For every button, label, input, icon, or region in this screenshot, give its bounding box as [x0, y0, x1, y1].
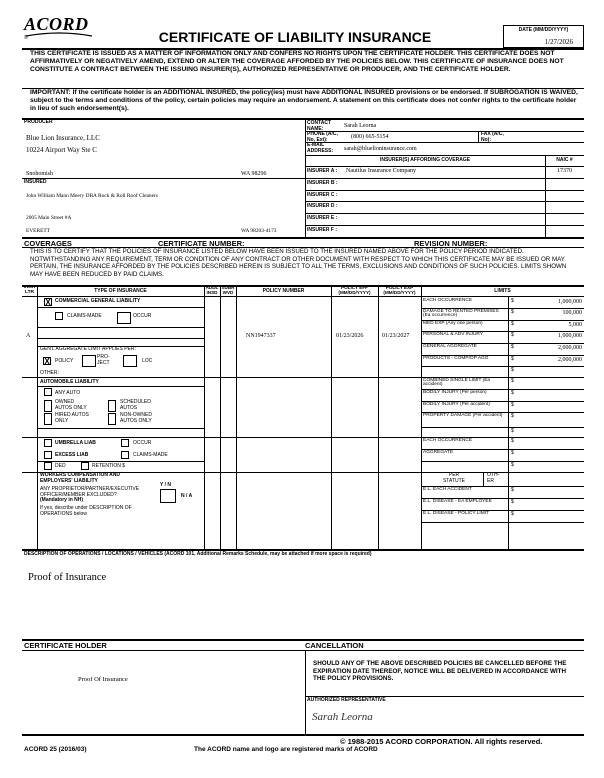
- th-subr: SUBR WVD: [221, 285, 235, 295]
- coverages-label: COVERAGES: [24, 239, 72, 248]
- phone-label: PHONE (A/C, No, Ext):: [307, 131, 338, 143]
- insurer-label: INSURER E :: [307, 215, 338, 222]
- certificate-holder-text: Proof Of Insurance: [78, 676, 128, 683]
- dollar-sign: $: [511, 356, 514, 362]
- claims-made-checkbox[interactable]: [55, 312, 63, 320]
- insured-address: 2005 Main Street #A: [26, 215, 72, 221]
- insurer-naic: 17370: [557, 168, 572, 174]
- insurer-label: INSURER C :: [307, 191, 338, 198]
- workers-describe: If yes, describe under DESCRIPTION OF OPERATIONS below: [40, 505, 132, 517]
- hired-autos-checkbox[interactable]: [44, 413, 52, 425]
- insured-label: INSURED: [24, 179, 47, 185]
- umbrella-claims-made-checkbox[interactable]: [121, 451, 129, 459]
- excess-label: EXCESS LIAB: [55, 452, 89, 458]
- dollar-sign: $: [511, 321, 514, 327]
- project-checkbox[interactable]: [82, 355, 96, 367]
- policy-label: POLICY: [55, 358, 74, 364]
- acord-logo: ACORD ®: [24, 14, 94, 40]
- th-type: TYPE OF INSURANCE: [94, 288, 147, 294]
- umbrella-occur-checkbox[interactable]: [121, 439, 129, 447]
- limit-label: E.L. DISEASE - POLICY LIMIT: [423, 510, 490, 516]
- limit-label: BODILY INJURY (Per accident): [423, 401, 490, 407]
- copyright: © 1988-2015 ACORD CORPORATION. All rights reserved.: [340, 737, 543, 746]
- limit-label: PERSONAL & ADV INJURY: [423, 331, 483, 337]
- notice-1: THIS CERTIFICATE IS ISSUED AS A MATTER OF INFORMATION ONLY AND CONFERS NO RIGHTS UPON THE CERTIFICATE HOLDER. THIS CERTIFICATE DOES NOT AFFIRMATIVELY OR NEGATIVELY AMEND, EXTEND OR ALTER THE COVERAGE AFFORDED BY THE POLICIES BELOW. THIS CERTIFICATE OF INSURANCE DOES NOT CONSTITUTE A CONTRACT BETWEEN THE ISSUING INSURER(S), AUTHORIZED REPRESENTATIVE OR PRODUCER, AND THE CERTIFICATE HOLDER.: [30, 50, 564, 74]
- producer-city: Snohomish: [26, 171, 54, 177]
- producer-label: PRODUCER: [24, 119, 53, 125]
- dollar-sign: $: [511, 402, 514, 408]
- dollar-sign: $: [511, 511, 514, 517]
- producer-address: 10224 Airport Way Ste C: [26, 146, 97, 154]
- owned-autos-label: OWNED AUTOS ONLY: [55, 399, 87, 411]
- logo-swoosh-icon: [24, 32, 94, 40]
- workers-yn-label: Y / N: [160, 482, 172, 488]
- limit-label: MED EXP (Any one person): [423, 320, 483, 326]
- form-id: ACORD 25 (2016/03): [24, 746, 87, 753]
- insurer-label: INSURER B :: [307, 179, 338, 186]
- limit-value: 2,000,000: [558, 344, 582, 351]
- scheduled-autos-label: SCHEDULED AUTOS: [120, 399, 151, 411]
- limit-label: E.L. DISEASE - EA EMPLOYEE: [423, 498, 492, 504]
- signature: Sarah Leorna: [312, 711, 373, 723]
- workers-exclusion-box[interactable]: [160, 489, 176, 503]
- page-title: CERTIFICATE OF LIABILITY INSURANCE: [158, 29, 432, 45]
- excess-checkbox[interactable]: [44, 451, 52, 459]
- limit-label: GENERAL AGGREGATE: [423, 343, 477, 349]
- insured-city: EVERETT: [26, 228, 50, 234]
- phone-value: (800) 665-5154: [351, 134, 389, 140]
- loc-checkbox[interactable]: [123, 355, 137, 367]
- limit-value: 100,000: [562, 309, 582, 316]
- dollar-sign: $: [511, 344, 514, 350]
- th-eff: POLICY EFF (MM/DD/YYYY): [338, 285, 371, 295]
- owned-autos-checkbox[interactable]: [44, 400, 52, 412]
- insurer-label: INSURER A :: [307, 168, 338, 174]
- certificate-holder-label: CERTIFICATE HOLDER: [24, 641, 107, 650]
- description-label: DESCRIPTION OF OPERATIONS / LOCATIONS / VEHICLES (ACORD 101, Additional Remarks Schedule, may be attached if more space is required): [24, 551, 372, 557]
- per-statute-label: PER STATUTE: [442, 472, 466, 484]
- scheduled-autos-checkbox[interactable]: [108, 400, 116, 412]
- limit-label: EACH OCCURRENCE: [423, 297, 473, 303]
- retention-label: RETENTION $: [92, 463, 126, 469]
- trademark: The ACORD name and logo are registered marks of ACORD: [194, 746, 378, 753]
- limit-value: 1,000,000: [558, 332, 582, 339]
- workers-mandatory: (Mandatory in NH): [40, 497, 84, 503]
- cgl-label: COMMERCIAL GENERAL LIABILITY: [55, 298, 141, 304]
- th-insr-ltr: INSR LTR: [23, 285, 36, 295]
- loc-label: LOC: [142, 358, 153, 364]
- ded-label: DED: [55, 463, 66, 469]
- cgl-exp-date: 01/23/2027: [382, 333, 410, 339]
- claims-made-label: CLAIMS-MADE: [67, 313, 102, 319]
- cgl-policy-number: NN1947337: [246, 333, 276, 339]
- dollar-sign: $: [511, 332, 514, 338]
- revision-number-label: REVISION NUMBER:: [414, 239, 488, 248]
- hired-autos-label: HIRED AUTOS ONLY: [55, 412, 89, 424]
- producer-state-zip: WA 98296: [241, 171, 267, 177]
- dollar-sign: $: [511, 462, 514, 468]
- coverage-notice: THIS IS TO CERTIFY THAT THE POLICIES OF INSURANCE LISTED BELOW HAVE BEEN ISSUED TO THE INSURED NAMED ABOVE FOR THE POLICY PERIOD INDICATED. NOTWITHSTANDING ANY REQUIREMENT, TERM OR CONDITION OF ANY CONTRACT OR OTHER DOCUMENT WITH RESPECT TO WHICH THIS CERTIFICATE MAY BE ISSUED OR MAY PERTAIN, THE INSURANCE AFFORDED BY THE POLICIES DESCRIBED HEREIN IS SUBJECT TO ALL THE TERMS, EXCLUSIONS AND CONDITIONS OF SUCH POLICIES. LIMITS SHOWN MAY HAVE BEEN REDUCED BY PAID CLAIMS.: [30, 248, 567, 278]
- cgl-checkbox[interactable]: X: [45, 298, 51, 307]
- limit-value: 1,000,000: [558, 298, 582, 305]
- other-label: OTHER:: [40, 370, 59, 376]
- occur-label: OCCUR: [133, 313, 152, 319]
- insured-state-zip: WA 98203-4173: [241, 228, 277, 234]
- th-limits: LIMITS: [494, 288, 511, 294]
- insurer-label: INSURER D :: [307, 203, 338, 210]
- limit-value: 2,000,000: [558, 356, 582, 363]
- date-box: [503, 25, 584, 48]
- acord-logo-text: ACORD: [24, 14, 89, 34]
- other-statute-label: OTH- ER: [487, 472, 500, 484]
- limit-label: BODILY INJURY (Per person): [423, 389, 487, 395]
- umbrella-occur-label: OCCUR: [133, 440, 152, 446]
- dollar-sign: $: [511, 413, 514, 419]
- fax-label: FAX (A/C, No):: [481, 131, 504, 143]
- email-label: E-MAIL ADDRESS:: [307, 142, 334, 154]
- contact-name: Sarah Leorna: [344, 123, 377, 129]
- insurer-name: Nautilus Insurance Company: [346, 168, 416, 174]
- dollar-sign: $: [511, 367, 514, 373]
- insurers-header: INSURER(S) AFFORDING COVERAGE: [379, 157, 471, 163]
- cgl-insr-ltr: A: [26, 333, 31, 339]
- workers-na: N / A: [181, 493, 193, 499]
- occur-checkbox[interactable]: [117, 312, 131, 324]
- ded-checkbox[interactable]: [44, 462, 52, 470]
- cancellation-label: CANCELLATION: [305, 641, 364, 650]
- naic-label: NAIC #: [556, 157, 573, 163]
- non-owned-autos-checkbox[interactable]: [108, 413, 116, 425]
- limit-label: DAMAGE TO RENTED PREMISES (Ea occurrence): [423, 308, 499, 319]
- th-policy-number: POLICY NUMBER: [262, 288, 305, 294]
- policy-checkbox[interactable]: X: [44, 357, 50, 366]
- email-value: sarah@bluelioninsurance.com: [344, 146, 417, 152]
- dollar-sign: $: [511, 378, 514, 384]
- any-auto-checkbox[interactable]: [44, 388, 52, 396]
- retention-checkbox[interactable]: [81, 462, 89, 470]
- cgl-eff-date: 01/23/2026: [336, 333, 364, 339]
- producer-name: Blue Lion Insurance, LLC: [26, 134, 100, 142]
- cancellation-text: SHOULD ANY OF THE ABOVE DESCRIBED POLICIES BE CANCELLED BEFORE THE EXPIRATION DATE THEREOF, NOTICE WILL BE DELIVERED IN ACCORDANCE WITH THE POLICY PROVISIONS.: [313, 660, 567, 683]
- date-value: 1/27/2026: [544, 37, 573, 46]
- dollar-sign: $: [511, 428, 514, 434]
- dollar-sign: $: [511, 499, 514, 505]
- auto-label: AUTOMOBILE LIABILITY: [40, 379, 99, 385]
- limit-label: E.L. EACH ACCIDENT: [423, 486, 472, 492]
- limit-label: EACH OCCURRENCE: [423, 437, 473, 443]
- th-addl: ADDL INSD: [205, 285, 219, 295]
- workers-any-proprietor: ANY PROPRIETOR/PARTNER/EXECUTIVE OFFICER/MEMBER EXCLUDED?: [40, 486, 140, 498]
- limit-label: COMBINED SINGLE LIMIT (Ea accident): [423, 377, 491, 388]
- limit-label: PROPERTY DAMAGE (Per accident): [423, 412, 503, 418]
- authorized-rep-label: AUTHORIZED REPRESENTATIVE: [307, 697, 386, 703]
- insured-name: John William Mann Meery DBA Rock & Roll Roof Cleaners: [26, 193, 158, 199]
- umbrella-label: UMBRELLA LIAB: [55, 440, 96, 446]
- gen-agg-label: GEN'L AGGREGATE LIMIT APPLIES PER:: [40, 346, 136, 352]
- limit-label: PRODUCTS - COMP/OP AGG: [423, 355, 489, 361]
- dollar-sign: $: [511, 298, 514, 304]
- description-text: Proof of Insurance: [28, 572, 107, 583]
- umbrella-claims-made-label: CLAIMS-MADE: [133, 452, 168, 458]
- dollar-sign: $: [511, 309, 514, 315]
- limit-value: 5,000: [568, 321, 582, 328]
- non-owned-autos-label: NON-OWNED AUTOS ONLY: [120, 412, 152, 424]
- dollar-sign: $: [511, 438, 514, 444]
- umbrella-checkbox[interactable]: [44, 439, 52, 447]
- dollar-sign: $: [511, 390, 514, 396]
- workers-comp-label: WORKERS COMPENSATION AND EMPLOYERS' LIABILITY: [40, 472, 120, 484]
- dollar-sign: $: [511, 487, 514, 493]
- certificate-number-label: CERTIFICATE NUMBER:: [158, 239, 245, 248]
- limit-label: AGGREGATE: [423, 449, 454, 455]
- dollar-sign: $: [511, 450, 514, 456]
- notice-2: IMPORTANT: If the certificate holder is an ADDITIONAL INSURED, the policy(ies) must have ADDITIONAL INSURED provisions or be endorsed. If SUBROGATION IS WAIVED, subject to the terms and conditions of the policy, certain policies may require an endorsement. A statement on this certificate does not confer rights to the certificate holder in lieu of such endorsement(s).: [30, 89, 578, 113]
- date-label: DATE (MM/DD/YYYY): [518, 27, 569, 33]
- project-label: PRO- JECT: [97, 354, 110, 366]
- any-auto-label: ANY AUTO: [55, 390, 81, 396]
- th-exp: POLICY EXP (MM/DD/YYYY): [383, 285, 416, 295]
- contact-name-label: CONTACT NAME:: [307, 120, 332, 132]
- insurer-label: INSURER F :: [307, 227, 337, 233]
